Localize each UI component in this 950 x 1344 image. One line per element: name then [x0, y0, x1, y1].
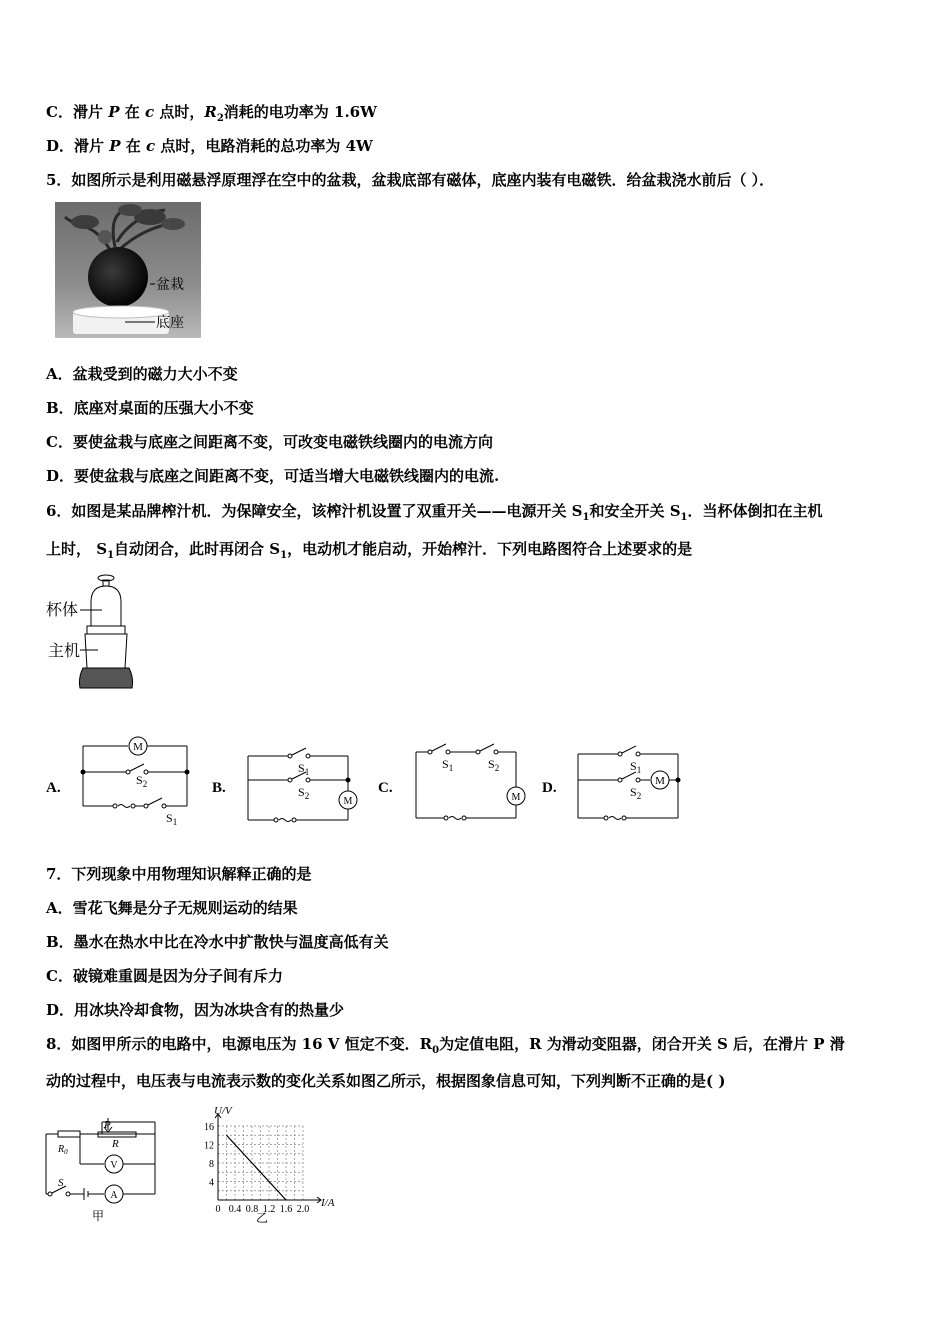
svg-text:M: M [511, 792, 521, 803]
x-tick-label: 1.2 [262, 1204, 276, 1215]
levitating-plant-photo [55, 202, 201, 338]
y-axis-label: U/V [214, 1105, 232, 1117]
juicer-figure [46, 574, 141, 692]
circuit-d-label: D. [542, 780, 557, 796]
circuit-c [412, 740, 532, 834]
svg-text:S1: $S_1$ [298, 761, 310, 777]
svg-text:M: M [343, 796, 353, 807]
plant-label: 盆栽 [156, 278, 184, 293]
x-tick-label: 0 [215, 1204, 221, 1215]
q8-stem-line2: 动的过程中，电压表与电流表示数的变化关系如图乙所示，根据图象信息可知，下列判断不正确的是( ) [46, 1072, 726, 1090]
x-tick-label: 0.8 [245, 1204, 259, 1215]
svg-text:S2: $S_2$ [488, 757, 500, 773]
x-tick-label: 1.6 [279, 1204, 293, 1215]
q4-option-d: D．滑片 P 在 c 点时，电路消耗的总功率为 4W [46, 137, 373, 155]
svg-text:A: A [110, 1190, 118, 1201]
fig-jia-caption: 甲 [92, 1209, 105, 1223]
q6-stem-line2: 上时， $S_1$自动闭合，此时再闭合 $S_1$，电动机才能启动，开始榨汁．下列电路图符合上述要求的是 [46, 540, 693, 561]
y-tick-label: 4 [209, 1177, 214, 1189]
q7-option-b: B．墨水在热水中比在冷水中扩散快与温度高低有关 [46, 933, 389, 951]
q4-option-c: C．滑片 P 在 c 点时，$R_2$消耗的电功率为 1.6W [46, 103, 377, 124]
x-tick-label: 0.4 [228, 1204, 242, 1215]
x-tick-label: 2.0 [296, 1204, 310, 1215]
q7-option-d: D．用冰块冷却食物，因为冰块含有的热量少 [46, 1001, 345, 1019]
svg-text:S1: $S_1$ [442, 757, 454, 773]
svg-text:S: S [58, 1177, 64, 1189]
ui-graph [196, 1100, 346, 1229]
q5-option-d: D．要使盆栽与底座之间距离不变，可适当增大电磁铁线圈内的电流. [46, 467, 500, 485]
q5-option-b: B．底座对桌面的压强大小不变 [46, 399, 254, 417]
q6-stem-line1: 6．如图是某品牌榨汁机．为保障安全，该榨汁机设置了双重开关——电源开关 $S_1$和安全开关 $S_1$．当杯体倒扣在主机 [46, 502, 823, 523]
y-tick-label: 16 [204, 1122, 214, 1133]
circuit-jia [40, 1112, 165, 1228]
fig-yi-caption: 乙 [256, 1211, 269, 1225]
svg-text:M: M [655, 775, 665, 787]
host-label: 主机 [48, 643, 81, 660]
base-label: 底座 [156, 316, 184, 331]
circuit-b [244, 740, 364, 834]
cup-label: 杯体 [46, 602, 79, 619]
svg-text:S1: $S_1$ [166, 811, 178, 827]
svg-text:S1: $S_1$ [630, 759, 642, 775]
y-tick-label: 8 [209, 1159, 214, 1170]
svg-text:S2: $S_2$ [298, 785, 310, 801]
circuit-d [574, 740, 694, 834]
svg-text:R: R [112, 1138, 119, 1150]
svg-text:S2: $S_2$ [136, 773, 148, 789]
svg-text:P: P [104, 1119, 111, 1131]
circuit-a [78, 736, 198, 832]
circuit-b-label: B. [212, 780, 226, 796]
circuit-c-label: C. [378, 780, 393, 796]
svg-text:R0: $R_0$ [58, 1144, 68, 1156]
q5-option-c: C．要使盆栽与底座之间距离不变，可改变电磁铁线圈内的电流方向 [46, 433, 493, 451]
svg-text:V: V [110, 1160, 118, 1171]
q8-stem-line1: 8．如图甲所示的电路中，电源电压为 16 V 恒定不变．$R_0$为定值电阻，R 为滑动变阻器，闭合开关 S 后，在滑片 P 滑 [46, 1035, 845, 1056]
svg-text:S2: $S_2$ [630, 785, 642, 801]
q7-stem: 7．下列现象中用物理知识解释正确的是 [46, 865, 312, 883]
q7-option-c: C．破镜难重圆是因为分子间有斥力 [46, 967, 283, 985]
x-axis-label: I/A [321, 1197, 335, 1209]
series-line [227, 1135, 287, 1200]
svg-text:M: M [133, 741, 143, 753]
y-tick-label: 12 [204, 1140, 214, 1152]
q5-stem: 5．如图所示是利用磁悬浮原理浮在空中的盆栽，盆栽底部有磁体，底座内装有电磁铁．给盆栽浇水前后（ ）． [46, 171, 775, 189]
q5-option-a: A．盆栽受到的磁力大小不变 [46, 365, 238, 383]
q7-option-a: A．雪花飞舞是分子无规则运动的结果 [46, 899, 298, 917]
circuit-a-label: A. [46, 780, 61, 796]
